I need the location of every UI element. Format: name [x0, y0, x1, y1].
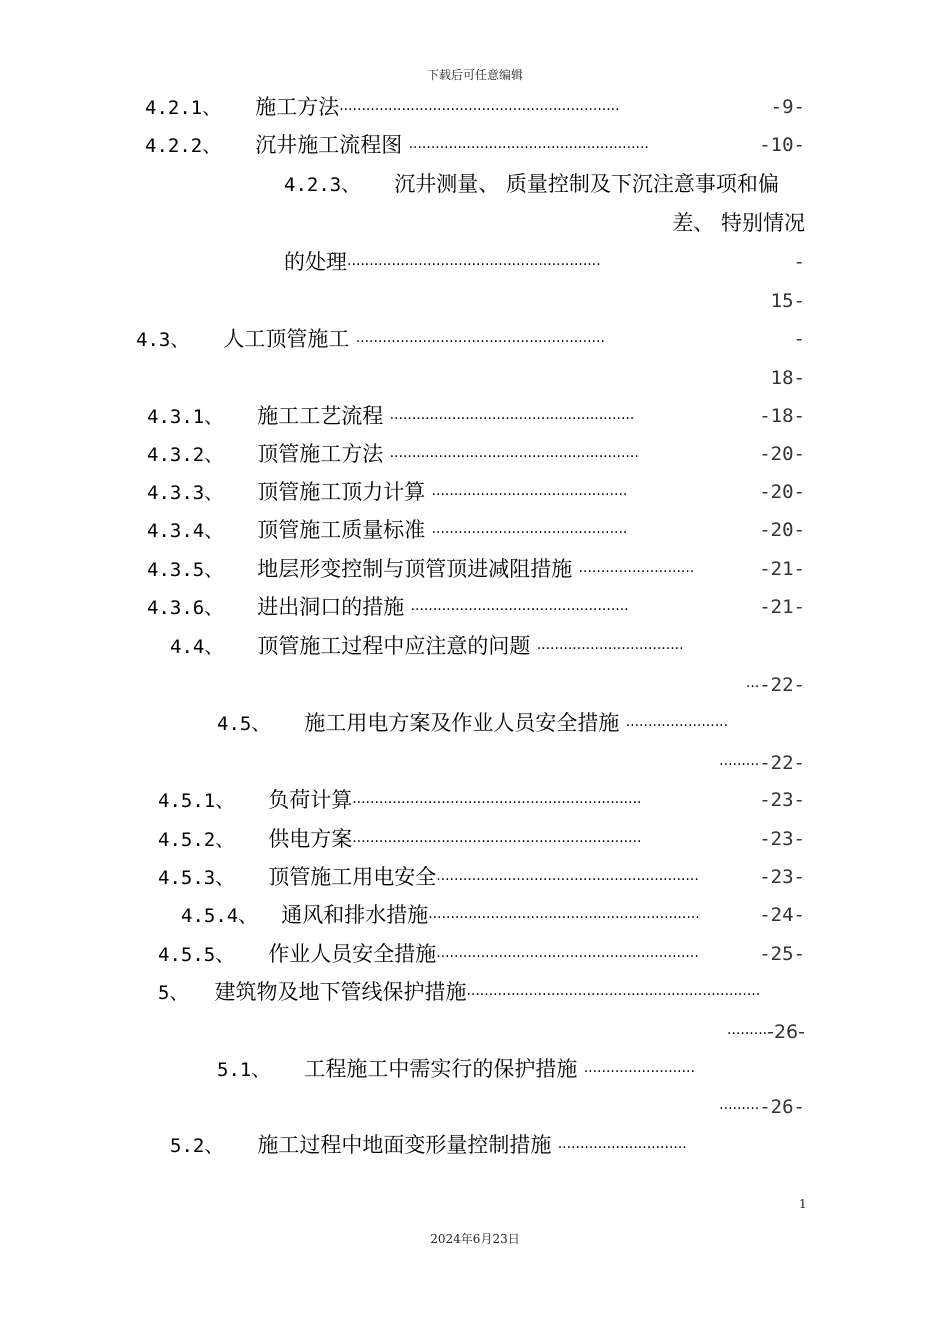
toc-number: 5.2、: [170, 1135, 224, 1157]
toc-page: 15-: [770, 290, 805, 312]
toc-entry[interactable]: [170, 627, 805, 665]
toc-page: -: [794, 320, 805, 358]
toc-entry[interactable]: [217, 704, 805, 742]
toc-title: 进出洞口的措施: [257, 595, 405, 619]
toc-leader-dots: ······················································: [408, 140, 649, 156]
toc-page: 18-: [770, 367, 805, 389]
toc-number: 4.4、: [170, 636, 224, 658]
toc-title: 作业人员安全措施: [268, 942, 437, 966]
toc-number: 4.5.1、: [158, 790, 235, 812]
toc-page: -20-: [759, 473, 805, 511]
toc-entry[interactable]: [145, 126, 805, 164]
toc-title: 施工用电方案及作业人员安全措施: [304, 711, 620, 735]
toc-number: 4.3.4、: [147, 520, 224, 542]
toc-entry[interactable]: [147, 588, 805, 626]
toc-title: 顶管施工过程中应注意的问题: [257, 634, 531, 658]
toc-title: 地层形变控制与顶管顶进减阻措施: [257, 557, 573, 581]
toc-leader-dots: ·················································: [410, 602, 629, 618]
page-number: 1: [799, 1197, 807, 1211]
toc-leader-dots: ···························································: [436, 872, 699, 888]
toc-page: -18-: [759, 397, 805, 435]
toc-entry-continuation: [284, 204, 805, 242]
toc-number: 4.2.3、: [284, 174, 361, 196]
toc-title: 的处理: [284, 250, 347, 274]
toc-number: 4.3.6、: [147, 597, 224, 619]
toc-entry[interactable]: [217, 1050, 805, 1088]
toc-entry[interactable]: [147, 435, 805, 473]
toc-entry[interactable]: [147, 473, 805, 511]
toc-leader-dots: ···: [745, 679, 760, 695]
toc-title: 负荷计算: [268, 788, 353, 812]
toc-leader-dots: ·······················: [625, 718, 729, 734]
toc-title: 施工工艺流程: [257, 404, 384, 428]
toc-number: 4.3.5、: [147, 559, 224, 581]
toc-entry[interactable]: [158, 935, 805, 973]
toc-number: 4.5、: [217, 713, 271, 735]
toc-page: -21-: [759, 588, 805, 626]
toc-leader-dots: ·························: [583, 1064, 695, 1080]
toc-page: -22-: [759, 674, 805, 696]
toc-entry[interactable]: [158, 858, 805, 896]
toc-page: -25-: [759, 935, 805, 973]
toc-leader-dots: ··································································: [466, 987, 761, 1003]
toc-leader-dots: ·····························: [557, 1140, 687, 1156]
toc-leader-dots: ·································································: [352, 795, 642, 811]
toc-entry[interactable]: [145, 88, 805, 126]
toc-number: 4.5.5、: [158, 944, 235, 966]
toc-title: 顶管施工质量标准: [257, 518, 426, 542]
toc-page: -20-: [759, 511, 805, 549]
toc-title: 供电方案: [268, 827, 353, 851]
toc-number: 4.3.1、: [147, 406, 224, 428]
toc-page: -26-: [759, 1096, 805, 1118]
toc-title: 顶管施工用电安全: [268, 865, 437, 889]
toc-entry[interactable]: [158, 820, 805, 858]
toc-entry[interactable]: [147, 550, 805, 588]
toc-title: 顶管施工方法: [257, 442, 384, 466]
toc-title: 差、 特别情况: [672, 211, 805, 235]
toc-leader-dots: ·····························································: [428, 910, 700, 926]
toc-page-continuation: [600, 1012, 805, 1050]
toc-title: 人工顶管施工: [223, 327, 350, 351]
toc-page-continuation: [600, 743, 805, 781]
toc-entry[interactable]: [147, 511, 805, 549]
toc-page: -22-: [759, 752, 805, 774]
toc-page: -24-: [759, 896, 805, 934]
toc-page-continuation: [600, 281, 805, 319]
toc-leader-dots: ·······························································: [339, 102, 620, 118]
toc-page: -21-: [759, 550, 805, 588]
toc-page: -: [794, 243, 805, 281]
toc-page-continuation: [600, 358, 805, 396]
toc-title: 施工方法: [255, 95, 340, 119]
toc-title: 建筑物及地下管线保护措施: [214, 980, 467, 1004]
toc-leader-dots: ·································: [536, 641, 684, 657]
toc-leader-dots: ························································: [355, 334, 605, 350]
page-header: 下载后可任意编辑: [426, 68, 523, 82]
toc-title: 沉井施工流程图: [255, 133, 403, 157]
toc-entry[interactable]: [284, 165, 805, 203]
toc-entry[interactable]: [170, 1126, 805, 1164]
toc-leader-dots: ·······················································: [389, 411, 635, 427]
toc-number: 4.5.3、: [158, 867, 235, 889]
toc-title: 通风和排水措施: [281, 903, 429, 927]
toc-page: -23-: [759, 781, 805, 819]
toc-entry[interactable]: [158, 973, 805, 1011]
toc-number: 4.5.4、: [181, 905, 258, 927]
toc-leader-dots: ···························································: [436, 949, 699, 965]
toc-page: -9-: [771, 88, 805, 126]
toc-number: 5、: [158, 982, 189, 1004]
toc-number: 4.2.2、: [145, 135, 222, 157]
toc-entry[interactable]: [158, 781, 805, 819]
toc-number: 4.3、: [136, 329, 190, 351]
toc-title: 工程施工中需实行的保护措施: [304, 1057, 578, 1081]
toc-page-continuation: [600, 665, 805, 703]
toc-page: -23-: [759, 858, 805, 896]
toc-title: 沉井测量、 质量控制及下沉注意事项和偏: [394, 172, 779, 196]
toc-title: 施工过程中地面变形量控制措施: [257, 1133, 552, 1157]
toc-leader-dots: ·········: [719, 1101, 760, 1117]
toc-leader-dots: ·········: [727, 1026, 768, 1042]
toc-number: 4.5.2、: [158, 829, 235, 851]
toc-leader-dots: ·································································: [352, 834, 642, 850]
toc-number: 4.2.1、: [145, 97, 222, 119]
toc-entry[interactable]: [136, 320, 805, 358]
toc-page-continuation: [600, 1087, 805, 1125]
toc-leader-dots: ············································: [431, 487, 628, 503]
toc-leader-dots: ·························································: [347, 257, 601, 273]
toc-page: -26-: [767, 1021, 805, 1043]
toc-leader-dots: ············································: [431, 525, 628, 541]
toc-page: -20-: [759, 435, 805, 473]
toc-number: 4.3.2、: [147, 444, 224, 466]
toc-page: -10-: [759, 126, 805, 164]
toc-entry-continuation[interactable]: [284, 243, 805, 281]
toc-entry[interactable]: [181, 896, 805, 934]
toc-number: 5.1、: [217, 1059, 271, 1081]
toc-number: 4.3.3、: [147, 482, 224, 504]
toc-title: 顶管施工顶力计算: [257, 480, 426, 504]
toc-leader-dots: ··························: [578, 564, 695, 580]
toc-entry[interactable]: [147, 397, 805, 435]
toc-leader-dots: ·········: [719, 757, 760, 773]
toc-leader-dots: ························································: [389, 449, 639, 465]
toc-page: -23-: [759, 820, 805, 858]
footer-date: 2024年6月23日: [430, 1232, 520, 1246]
